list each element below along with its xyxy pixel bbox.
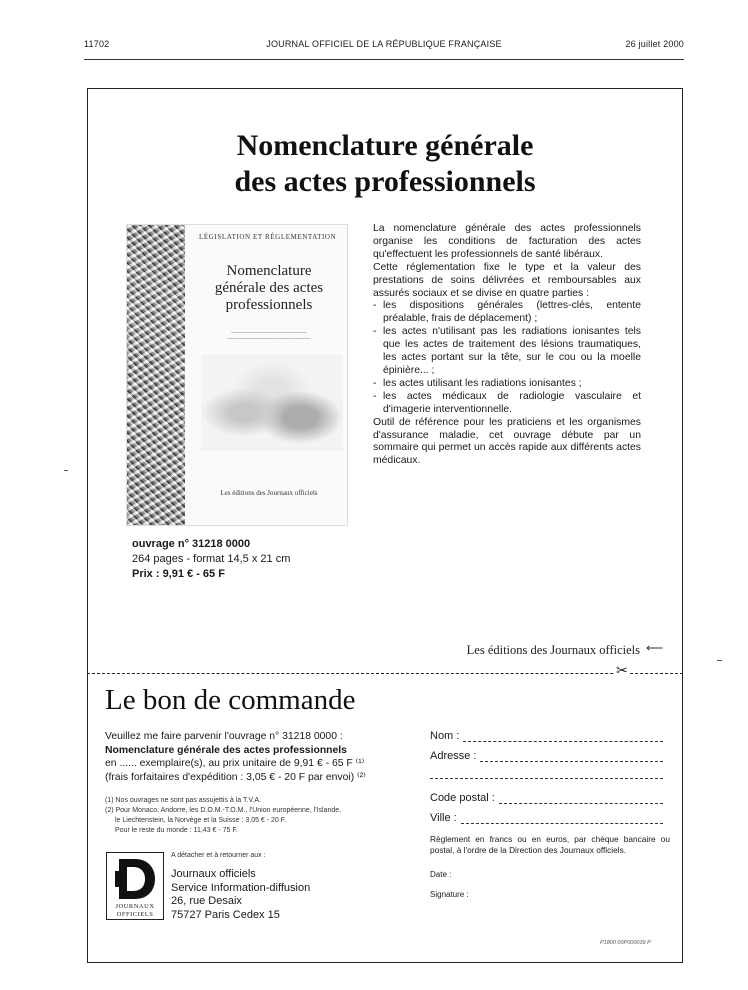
cover-title-line: générale des actes [214, 280, 324, 296]
cover-title-line: Nomenclature [226, 263, 312, 279]
address-line: 26, rue Desaix [171, 895, 242, 907]
description-paragraph: Outil de référence pour les praticiens et les organismes d'assurance maladie, cet ouvrage débute par un sommaire qui permet un accès rapide aux différents actes médicaux. [373, 416, 641, 467]
description-list [373, 300, 641, 416]
jo-logo-icon [113, 857, 157, 901]
order-quantity-line: en ...... exemplaire(s), au prix unitaire de 9,91 € - 65 F ⁽¹⁾ [105, 758, 365, 770]
address-line: Journaux officiels [171, 868, 256, 880]
margin-mark [64, 470, 68, 471]
footnote: Pour le reste du monde : 11,43 € - 75 F. [115, 827, 238, 834]
logo-text: JOURNAUX [115, 903, 155, 910]
margin-mark [717, 660, 722, 661]
address-input-line[interactable] [480, 753, 663, 762]
cover-series: LÉGISLATION ET RÉGLEMENTATION [199, 233, 337, 241]
footnote: le Liechtenstein, la Norvège et la Suisse : 3,05 € - 20 F. [115, 817, 287, 824]
cut-line [87, 673, 683, 674]
book-pages-format: 264 pages - format 14,5 x 21 cm [132, 553, 291, 565]
signature-label: Signature : [430, 890, 469, 899]
address-line: 75727 Paris Cedex 15 [171, 908, 280, 921]
cover-title [189, 263, 348, 314]
detach-instruction: A détacher et à retourner aux : [171, 852, 266, 859]
footnote: (2) Pour Monaco, Andorre, les D.O.M.-T.O.M., l'Union européenne, l'Islande, [105, 807, 342, 814]
city-field[interactable] [430, 812, 663, 824]
name-input-line[interactable] [463, 733, 663, 742]
payment-instructions: Règlement en francs ou en euros, par chèque bancaire ou postal, à l'ordre de la Direction des Journaux officiels. [430, 834, 670, 855]
publisher-line: Les éditions des Journaux officiels [466, 643, 640, 657]
reference-code: P1800 00P000039 P [600, 940, 651, 946]
list-item: - les actes n'utilisant pas les radiations ionisantes tels que les actes de traitement des lésions traumatiques, les actes portant sur la tête, sur le cou ou la moelle épinière... ; [373, 326, 641, 378]
order-text [105, 730, 405, 784]
order-line: Veuillez me faire parvenir l'ouvrage n° 31218 0000 : [105, 731, 343, 742]
book-price: Prix : 9,91 € - 65 F [132, 568, 225, 580]
list-item: - les actes médicaux de radiologie vasculaire et d'imagerie interventionnelle. [373, 391, 641, 417]
ad-title [87, 128, 683, 200]
page-header [84, 39, 684, 55]
book-reference: ouvrage n° 31218 0000 [132, 538, 251, 550]
postal-code-field[interactable] [430, 792, 663, 804]
name-label: Nom : [430, 730, 460, 742]
book-info [132, 537, 362, 582]
cover-publisher: Les éditions des Journaux officiels [220, 489, 318, 497]
postal-code-label: Code postal : [430, 792, 495, 804]
issue-date: 26 juillet 2000 [625, 39, 684, 49]
mailing-address [171, 868, 310, 922]
scissors-icon: ✂ [616, 662, 628, 678]
page-number: 11702 [84, 39, 110, 49]
order-notes [105, 796, 405, 836]
date-label: Date : [430, 870, 452, 879]
cover-title-line: professionnels [225, 297, 313, 313]
arrow-left-icon: ⟵ [646, 641, 664, 655]
city-input-line[interactable] [461, 815, 663, 824]
footnote: (1) Nos ouvrages ne sont pas assujettis à la T.V.A. [105, 797, 262, 804]
logo-text: OFFICIELS [116, 911, 154, 918]
journal-title: JOURNAL OFFICIEL DE LA RÉPUBLIQUE FRANÇAISE [266, 39, 502, 49]
description-paragraph: Cette réglementation fixe le type et la valeur des prestations de soins délivrées et remboursables aux assurés sociaux et se divise en quatre parties : [373, 261, 641, 299]
order-form-title: Le bon de commande [105, 684, 356, 716]
description-paragraph: La nomenclature générale des actes professionnels organise les conditions de facturation des actes qu'effectuent les professionnels de santé libéraux. [373, 223, 641, 260]
ad-title-line: des actes professionnels [234, 165, 536, 198]
address-extra-line[interactable] [430, 778, 663, 779]
journaux-officiels-logo [106, 852, 164, 920]
name-field[interactable] [430, 730, 663, 742]
address-label: Adresse : [430, 750, 477, 762]
book-cover-image [126, 224, 348, 526]
address-line: Service Information-diffusion [171, 881, 311, 894]
ad-title-line: Nomenclature générale [236, 129, 534, 162]
cover-pattern-overlay [127, 225, 185, 526]
postal-code-input-line[interactable] [499, 795, 663, 804]
city-label: Ville : [430, 812, 457, 824]
order-shipping-line: (frais forfaitaires d'expédition : 3,05 € - 20 F par envoi) ⁽²⁾ [105, 771, 366, 783]
list-item: - les actes utilisant les radiations ionisantes ; [373, 378, 641, 391]
cover-photo [201, 355, 343, 451]
list-item: - les dispositions générales (lettres-clés, entente préalable, frais de déplacement) ; [373, 300, 641, 326]
book-description [373, 223, 641, 468]
cover-subtitle-scribble: ~~~~~~~~~~~~~~~~~~~~~~~~~~~~ ~~~~~~~~~~~~~~~~~~~~~~~~~~~~~~~ [227, 331, 311, 342]
address-field[interactable] [430, 750, 663, 762]
header-divider [84, 59, 684, 60]
order-book-title: Nomenclature générale des actes professionnels [105, 744, 347, 756]
